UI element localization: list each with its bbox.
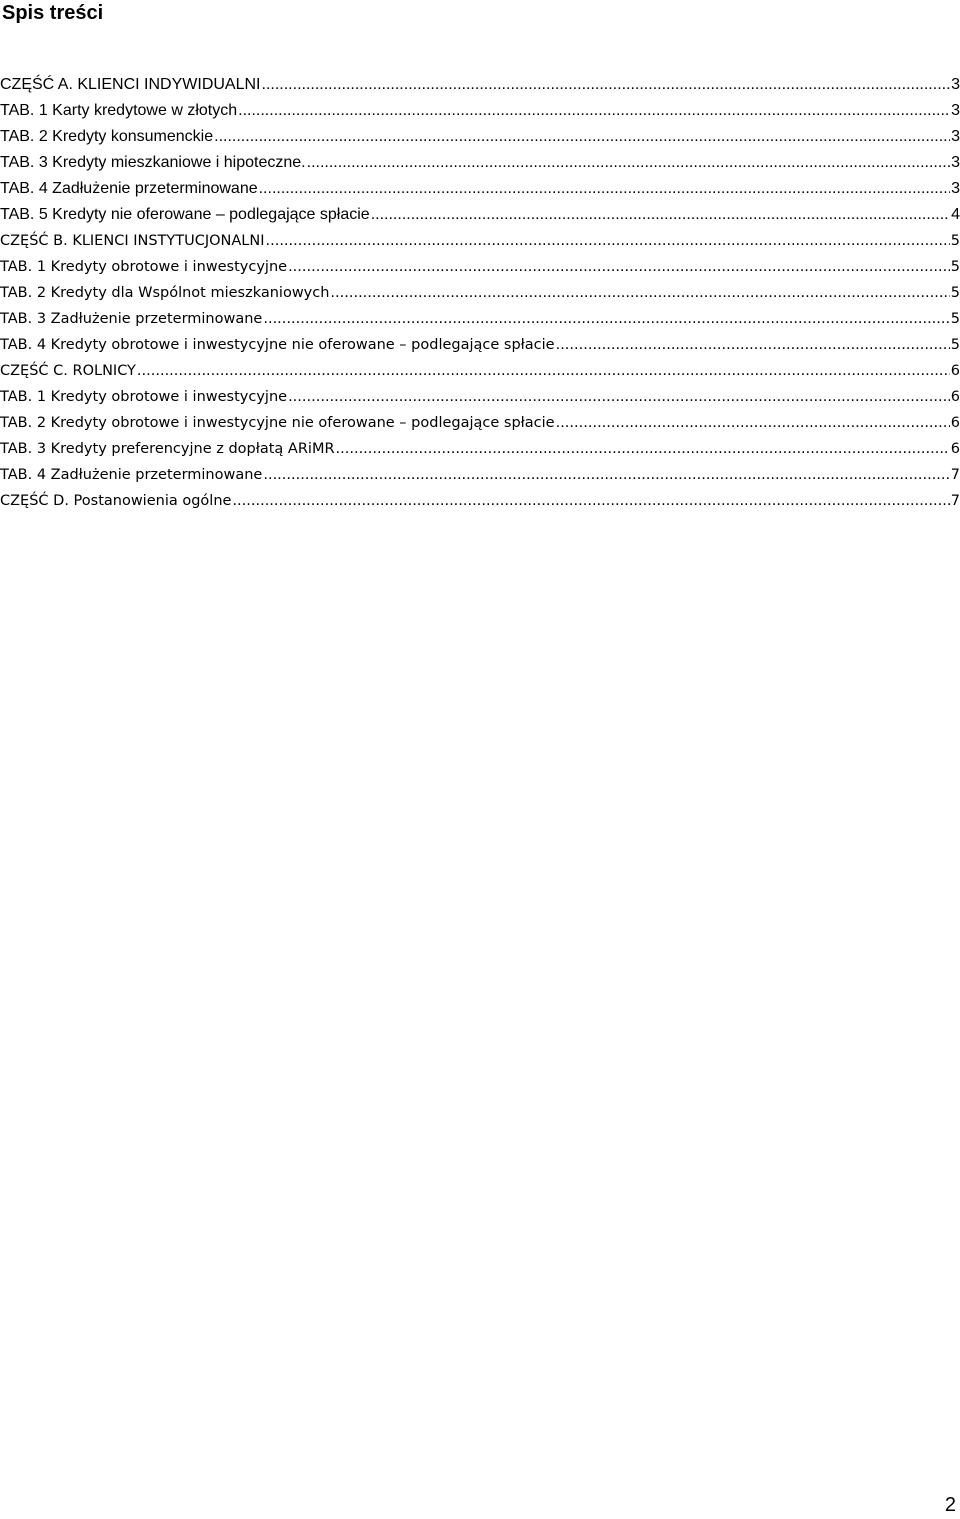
toc-entry-c-tab-4[interactable]	[0, 462, 960, 488]
toc-entry-label: TAB. 1 Kredyty obrotowe i inwestycyjne	[0, 389, 288, 405]
toc-dot-leader	[288, 254, 950, 280]
toc-dot-leader	[238, 98, 950, 124]
toc-entry-page: 6	[950, 415, 960, 431]
toc-entry-czesc-b[interactable]	[0, 228, 960, 254]
toc-title: Spis treści	[2, 2, 104, 24]
toc-dot-leader	[262, 72, 951, 98]
toc-entry-a-tab-2[interactable]	[0, 124, 960, 150]
toc-entry-label: CZĘŚĆ D. Postanowienia ogólne	[0, 493, 232, 509]
toc-entry-label: TAB. 2 Kredyty obrotowe i inwestycyjne nie oferowane – podlegające spłacie	[0, 415, 555, 431]
toc-entry-page: 7	[950, 467, 960, 483]
toc-dot-leader	[232, 488, 949, 514]
toc-entry-page: 6	[950, 389, 960, 405]
toc-entry-label: TAB. 1 Kredyty obrotowe i inwestycyjne	[0, 259, 288, 275]
toc-entry-c-tab-1[interactable]	[0, 384, 960, 410]
toc-dot-leader	[137, 358, 950, 384]
toc-dot-leader	[214, 124, 950, 150]
toc-entry-page: 5	[950, 285, 960, 301]
toc-entry-b-tab-2[interactable]	[0, 280, 960, 306]
toc-entry-label: CZĘŚĆ A. KLIENCI INDYWIDUALNI	[0, 76, 261, 93]
toc-entry-label: TAB. 2 Kredyty konsumenckie	[0, 128, 214, 145]
toc-entry-a-tab-5[interactable]	[0, 202, 960, 228]
toc-entry-label: TAB. 3 Kredyty mieszkaniowe i hipoteczne.	[0, 154, 306, 171]
toc-entry-label: TAB. 3 Zadłużenie przeterminowane	[0, 311, 263, 327]
toc-entry-page: 3	[951, 154, 960, 171]
toc-entry-label: CZĘŚĆ B. KLIENCI INSTYTUCJONALNI	[0, 233, 265, 249]
toc-entry-label: TAB. 4 Zadłużenie przeterminowane	[0, 180, 258, 197]
toc-entry-b-tab-3[interactable]	[0, 306, 960, 332]
toc-entry-page: 7	[950, 493, 960, 509]
toc-dot-leader	[259, 176, 950, 202]
toc-entry-czesc-a[interactable]	[0, 72, 960, 98]
toc-dot-leader	[556, 332, 950, 358]
toc-entry-label: CZĘŚĆ C. ROLNICY	[0, 363, 136, 379]
toc-entry-a-tab-4[interactable]	[0, 176, 960, 202]
toc-dot-leader	[288, 384, 950, 410]
page-number: 2	[944, 1494, 956, 1516]
toc-dot-leader	[330, 280, 949, 306]
toc-entry-label: TAB. 4 Kredyty obrotowe i inwestycyjne nie oferowane – podlegające spłacie	[0, 337, 555, 353]
toc-entry-page: 6	[950, 363, 960, 379]
toc-entry-page: 5	[950, 337, 960, 353]
toc-entry-b-tab-4[interactable]	[0, 332, 960, 358]
toc-entry-page: 5	[950, 259, 960, 275]
toc-entry-a-tab-3[interactable]	[0, 150, 960, 176]
toc-entry-czesc-c[interactable]	[0, 358, 960, 384]
toc-entry-label: TAB. 1 Karty kredytowe w złotych	[0, 102, 238, 119]
table-of-contents	[0, 72, 960, 514]
toc-dot-leader	[336, 436, 950, 462]
toc-entry-c-tab-2[interactable]	[0, 410, 960, 436]
toc-dot-leader	[307, 150, 950, 176]
toc-entry-page: 3	[951, 76, 960, 93]
toc-entry-label: TAB. 3 Kredyty preferencyjne z dopłatą ARiMR	[0, 441, 335, 457]
toc-dot-leader	[266, 228, 950, 254]
toc-entry-label: TAB. 4 Zadłużenie przeterminowane	[0, 467, 263, 483]
toc-entry-b-tab-1[interactable]	[0, 254, 960, 280]
toc-entry-c-tab-3[interactable]	[0, 436, 960, 462]
toc-entry-page: 5	[950, 233, 960, 249]
toc-entry-page: 5	[950, 311, 960, 327]
toc-entry-page: 3	[951, 102, 960, 119]
toc-entry-label: TAB. 2 Kredyty dla Wspólnot mieszkaniowych	[0, 285, 330, 301]
toc-dot-leader	[556, 410, 950, 436]
toc-entry-label: TAB. 5 Kredyty nie oferowane – podlegające spłacie	[0, 206, 370, 223]
toc-entry-page: 3	[951, 128, 960, 145]
toc-entry-page: 3	[951, 180, 960, 197]
toc-dot-leader	[263, 306, 949, 332]
toc-dot-leader	[371, 202, 950, 228]
toc-entry-a-tab-1[interactable]	[0, 98, 960, 124]
toc-entry-page: 4	[951, 206, 960, 223]
toc-entry-czesc-d[interactable]	[0, 488, 960, 514]
toc-entry-page: 6	[950, 441, 960, 457]
toc-dot-leader	[263, 462, 949, 488]
